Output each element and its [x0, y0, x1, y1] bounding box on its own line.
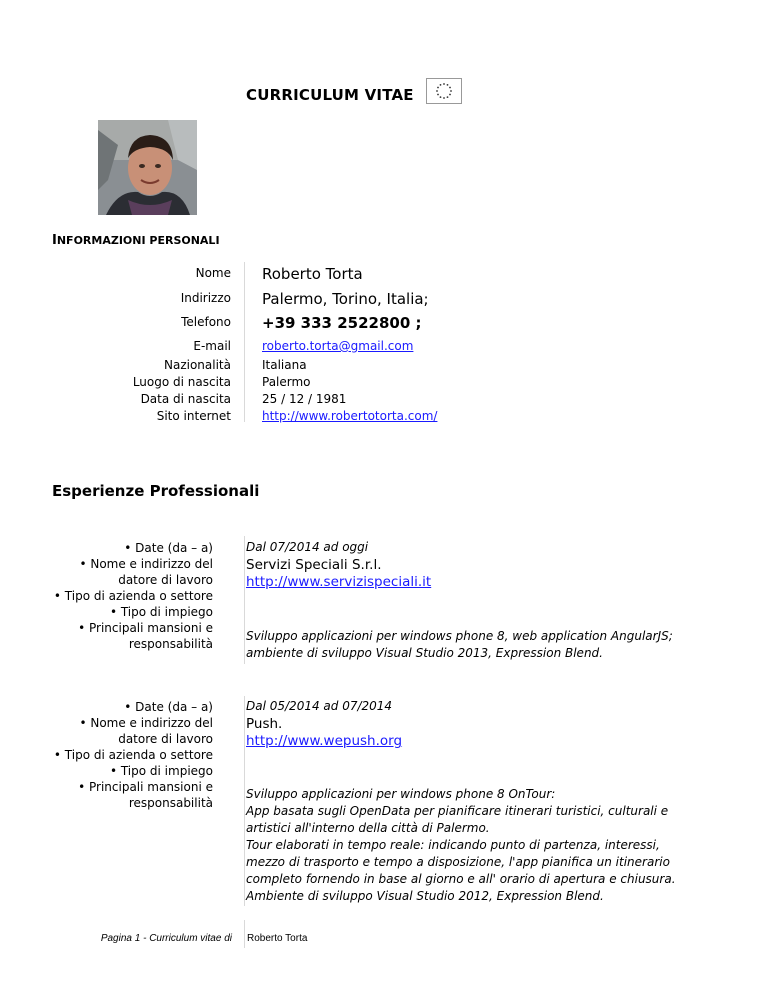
job1-employer: Servizi Speciali S.r.l. — [246, 557, 382, 573]
value-telefono: +39 333 2522800 ; — [262, 314, 422, 332]
footer-name: Roberto Torta — [247, 933, 308, 944]
job2-divider — [244, 696, 245, 906]
website-link[interactable]: http://www.robertotorta.com/ — [262, 409, 438, 423]
label-employer-1: • Nome e indirizzo del — [79, 716, 213, 730]
value-data-nascita: 25 / 12 / 1981 — [262, 392, 347, 406]
job2-labels — [0, 699, 213, 811]
value-nome: Roberto Torta — [262, 265, 363, 283]
label-duties-2: responsabilità — [128, 796, 213, 810]
job2-duty-line: Ambiente di sviluppo Visual Studio 2012, Expression Blend. — [246, 889, 604, 903]
job2-employer: Push. — [246, 716, 283, 732]
footer-divider — [244, 920, 245, 948]
job2-duty-line: Tour elaborati in tempo reale: indicando punto di partenza, interessi, — [246, 838, 660, 852]
label-job: • Tipo di impiego — [109, 605, 213, 619]
personal-info-heading — [52, 233, 220, 248]
profile-photo — [98, 120, 197, 215]
personal-divider — [244, 262, 245, 422]
label-telefono: Telefono — [181, 315, 231, 329]
label-email: E-mail — [193, 339, 231, 353]
job2-dates: Dal 05/2014 ad 07/2014 — [246, 699, 393, 713]
job2-duty-line: App basata sugli OpenData per pianificare itinerari turistici, culturali e — [246, 804, 669, 818]
page-title: CURRICULUM VITAE — [246, 86, 414, 104]
job2-duty-line: mezzo di trasporto e tempo a disposizione, l'app pianifica un itinerario — [246, 855, 670, 869]
label-employer-2: datore di lavoro — [118, 732, 213, 746]
label-indirizzo: Indirizzo — [180, 291, 231, 305]
label-duties-2: responsabilità — [128, 637, 213, 651]
job2-duty-line: Sviluppo applicazioni per windows phone 8 OnTour: — [246, 787, 556, 801]
label-duties-1: • Principali mansioni e — [78, 621, 213, 635]
label-nome: Nome — [195, 266, 231, 280]
label-dates: • Date (da – a) — [124, 541, 213, 555]
job2-duties — [246, 786, 676, 905]
eu-flag-icon — [426, 78, 462, 104]
job1-divider — [244, 536, 245, 664]
job1-duties — [246, 628, 673, 662]
personal-info-heading-cap: I — [52, 233, 57, 248]
label-dates: • Date (da – a) — [124, 700, 213, 714]
job2-url-link[interactable]: http://www.wepush.org — [246, 733, 403, 749]
label-luogo-nascita: Luogo di nascita — [132, 375, 231, 389]
job1-duty-line: ambiente di sviluppo Visual Studio 2013, Expression Blend. — [246, 646, 603, 660]
job1-duty-line: Sviluppo applicazioni per windows phone 8, web application AngularJS; — [246, 629, 673, 643]
personal-info-heading-rest: NFORMAZIONI PERSONALI — [56, 234, 220, 247]
job1-labels — [0, 540, 213, 652]
job2-duty-line: artistici all'interno della città di Palermo. — [246, 821, 490, 835]
label-employer-1: • Nome e indirizzo del — [79, 557, 213, 571]
value-luogo-nascita: Palermo — [262, 375, 311, 389]
job1-dates: Dal 07/2014 ad oggi — [246, 540, 369, 554]
value-indirizzo: Palermo, Torino, Italia; — [262, 290, 429, 308]
job1-url-link[interactable]: http://www.servizispeciali.it — [246, 574, 432, 590]
job2-duty-line: completo fornendo in base al giorno e all' orario di apertura e chiusura. — [246, 872, 676, 886]
label-duties-1: • Principali mansioni e — [78, 780, 213, 794]
label-data-nascita: Data di nascita — [140, 392, 231, 406]
experience-heading: Esperienze Professionali — [52, 482, 260, 500]
value-nazionalita: Italiana — [262, 358, 307, 372]
label-type: • Tipo di azienda o settore — [53, 589, 213, 603]
label-type: • Tipo di azienda o settore — [53, 748, 213, 762]
label-job: • Tipo di impiego — [109, 764, 213, 778]
label-sito: Sito internet — [156, 409, 231, 423]
label-employer-2: datore di lavoro — [118, 573, 213, 587]
label-nazionalita: Nazionalità — [164, 358, 231, 372]
footer-page-info: Pagina 1 - Curriculum vitae di — [100, 933, 232, 944]
email-link[interactable]: roberto.torta@gmail.com — [262, 339, 414, 353]
